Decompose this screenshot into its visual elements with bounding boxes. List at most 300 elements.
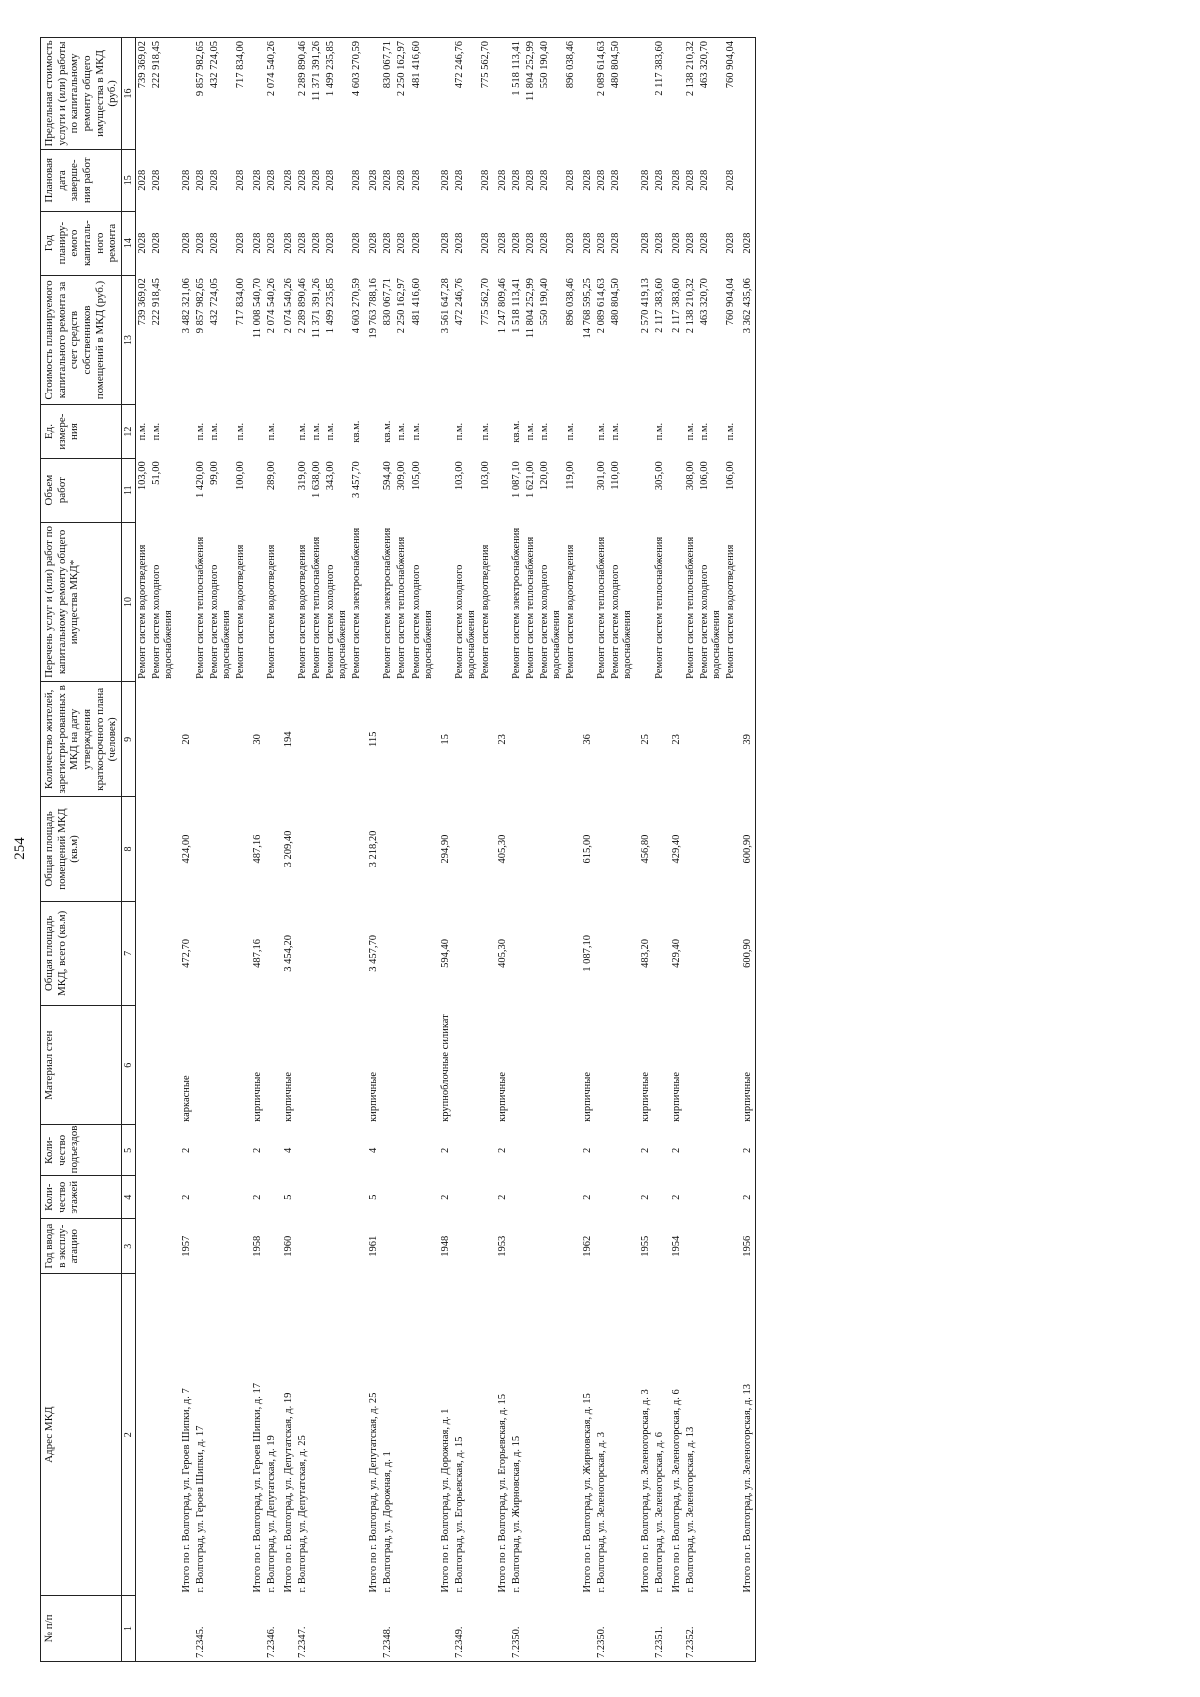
year-built-cell (194, 1219, 208, 1274)
year-built-cell (724, 1219, 738, 1274)
entrances-cell (564, 1125, 578, 1176)
row-number-cell: 7.2346. (265, 1595, 279, 1661)
entrances-cell (510, 1125, 524, 1176)
entrances-cell (194, 1125, 208, 1176)
limit-cost-cell: 432 724,05 (208, 38, 234, 150)
premises-area-cell (208, 797, 234, 901)
total-row (279, 38, 296, 1662)
repair-year-cell: 2028 (565, 232, 577, 254)
planned-cost-cell: 775 562,70 (479, 278, 491, 326)
floors-cell: 2 (670, 1194, 682, 1200)
work-type-cell (636, 522, 653, 682)
planned-cost-cell: 463 320,70 (698, 278, 710, 326)
floors-cell (310, 1176, 324, 1219)
limit-cost-cell: 739 369,02 (136, 38, 151, 150)
entrances-cell: 2 (439, 1147, 451, 1153)
planned-cost-cell: 11 371 391,26 (311, 278, 323, 339)
repair-year-cell: 2028 (479, 232, 491, 254)
year-built-cell: 1956 (741, 1235, 753, 1257)
table-row (310, 38, 324, 1662)
entrances-cell: 2 (582, 1147, 594, 1153)
address-cell: Итого по г. Волгоград, ул. Зеленогорская, д. 13 (741, 1384, 753, 1593)
floors-cell: 2 (439, 1194, 451, 1200)
unit-cell: п.м. (565, 422, 577, 441)
work-volume-cell (364, 458, 381, 522)
year-built-cell (479, 1219, 493, 1274)
floors-cell: 2 (496, 1194, 508, 1200)
address-cell: г. Волгоград, ул. Зеленогорская, д. 3 (596, 1431, 608, 1593)
row-number-cell (324, 1595, 350, 1661)
address-cell (609, 1274, 635, 1596)
wall-material-cell (208, 1006, 234, 1125)
premises-area-cell (595, 797, 609, 901)
planned-cost-cell: 2 089 614,63 (596, 278, 608, 334)
row-number-cell (234, 1595, 248, 1661)
work-type-cell (248, 522, 265, 682)
residents-cell (564, 682, 578, 797)
total-area-cell (208, 901, 234, 1005)
repair-year-cell: 2028 (698, 232, 710, 254)
floors-cell (653, 1176, 667, 1219)
wall-material-cell (395, 1006, 409, 1125)
table-row (324, 38, 350, 1662)
premises-area-cell (150, 797, 176, 901)
total-area-cell (653, 901, 667, 1005)
total-area-cell (150, 901, 176, 1005)
residents-cell (609, 682, 635, 797)
address-cell: Итого по г. Волгоград, ул. Депутатская, д. 19 (282, 1392, 294, 1593)
address-cell: г. Волгоград, ул. Дорожная, д. 1 (382, 1451, 394, 1593)
work-volume-cell (248, 458, 265, 522)
work-type-cell: Ремонт систем водоотведения (265, 544, 277, 679)
entrances-cell (724, 1125, 738, 1176)
repair-year-cell: 2028 (396, 232, 408, 254)
limit-cost-cell (578, 38, 595, 150)
year-built-cell (595, 1219, 609, 1274)
completion-date-cell: 2028 (311, 169, 323, 191)
limit-cost-cell (738, 38, 756, 150)
residents-cell: 194 (282, 731, 294, 748)
planned-cost-cell: 222 918,45 (151, 278, 163, 326)
completion-date-cell: 2028 (539, 169, 551, 191)
work-volume-cell (636, 458, 653, 522)
total-row (636, 38, 653, 1662)
residents-cell (479, 682, 493, 797)
unit-cell: п.м. (453, 422, 465, 441)
repair-year-cell: 2028 (653, 232, 665, 254)
year-built-cell (324, 1219, 350, 1274)
entrances-cell (479, 1125, 493, 1176)
floors-cell (410, 1176, 436, 1219)
row-number-cell (364, 1595, 381, 1661)
residents-cell (194, 682, 208, 797)
limit-cost-cell: 481 416,60 (410, 38, 436, 150)
completion-date-cell: 2028 (180, 169, 192, 191)
repair-year-cell: 2028 (282, 232, 294, 254)
unit-cell: п.м. (396, 422, 408, 441)
address-cell: Итого по г. Волгоград, ул. Героев Шипки, д. 17 (251, 1382, 263, 1593)
limit-cost-cell: 1 518 113,41 (510, 38, 524, 150)
total-area-cell (564, 901, 578, 1005)
total-area-cell (265, 901, 279, 1005)
premises-area-cell (724, 797, 738, 901)
planned-cost-cell: 3 561 647,28 (439, 278, 451, 334)
unit-cell: п.м. (265, 422, 277, 441)
column-number: 7 (121, 901, 136, 1005)
work-type-cell (738, 522, 756, 682)
entrances-cell (524, 1125, 538, 1176)
planned-cost-cell: 1 499 235,85 (325, 278, 337, 334)
completion-date-cell: 2028 (496, 169, 508, 191)
wall-material-cell (150, 1006, 176, 1125)
planned-cost-cell: 481 416,60 (410, 278, 422, 326)
address-cell: Итого по г. Волгоград, ул. Егорьевская, д. 15 (496, 1393, 508, 1593)
completion-date-cell: 2028 (251, 169, 263, 191)
wall-material-cell (538, 1006, 564, 1125)
header-cell: Год ввода в эксплу-атацию (41, 1219, 122, 1274)
residents-cell (653, 682, 667, 797)
table-row (296, 38, 310, 1662)
year-built-cell (410, 1219, 436, 1274)
wall-material-cell (136, 1006, 151, 1125)
total-area-cell (310, 901, 324, 1005)
work-type-cell: Ремонт систем холодного водоснабжения (151, 564, 175, 679)
planned-cost-cell: 2 117 383,60 (670, 278, 682, 333)
premises-area-cell (653, 797, 667, 901)
repair-year-cell: 2028 (137, 232, 149, 254)
repair-year-cell: 2028 (265, 232, 277, 254)
premises-area-cell: 487,16 (251, 834, 263, 864)
row-number-cell: 7.2352. (684, 1595, 698, 1661)
limit-cost-cell: 463 320,70 (698, 38, 724, 150)
address-cell: Итого по г. Волгоград, ул. Зеленогорская, д. 6 (670, 1389, 682, 1593)
address-cell: г. Волгоград, ул. Депутатская, д. 25 (297, 1435, 309, 1593)
work-type-cell: Ремонт систем теплоснабжения (596, 536, 608, 679)
planned-cost-cell: 4 603 270,59 (351, 278, 363, 334)
work-type-cell: Ремонт систем водоотведения (234, 544, 246, 679)
limit-cost-cell: 2 250 162,97 (395, 38, 409, 150)
premises-area-cell (194, 797, 208, 901)
limit-cost-cell: 222 918,45 (150, 38, 176, 150)
year-built-cell (208, 1219, 234, 1274)
total-area-cell (538, 901, 564, 1005)
wall-material-cell (698, 1006, 724, 1125)
total-area-cell (698, 901, 724, 1005)
unit-cell (436, 405, 453, 458)
row-number-cell (578, 1595, 595, 1661)
entrances-cell (410, 1125, 436, 1176)
address-cell: г. Волгоград, ул. Зеленогорская, д. 13 (684, 1426, 696, 1593)
table-row (698, 38, 724, 1662)
residents-cell (410, 682, 436, 797)
wall-material-cell: кирпичные (639, 1071, 651, 1122)
year-built-cell (265, 1219, 279, 1274)
work-volume-cell: 103,00 (137, 461, 149, 491)
table-row (194, 38, 208, 1662)
table-body (136, 38, 756, 1662)
premises-area-cell (698, 797, 724, 901)
repair-year-cell: 2028 (325, 232, 337, 254)
limit-cost-cell (177, 38, 194, 150)
premises-area-cell (381, 797, 395, 901)
premises-area-cell (410, 797, 436, 901)
repair-year-cell: 2028 (382, 232, 394, 254)
planned-cost-cell: 1 247 809,46 (496, 278, 508, 334)
repair-year-cell: 2028 (670, 232, 682, 254)
unit-cell: п.м. (297, 422, 309, 441)
planned-cost-cell: 3 362 435,06 (741, 278, 753, 334)
unit-cell: п.м. (137, 422, 149, 441)
row-number-cell: 7.2350. (595, 1595, 609, 1661)
repair-year-cell: 2028 (208, 232, 220, 254)
completion-date-cell: 2028 (525, 169, 537, 191)
completion-date-cell: 2028 (439, 169, 451, 191)
total-area-cell (381, 901, 395, 1005)
limit-cost-cell: 480 804,50 (609, 38, 635, 150)
unit-cell (279, 405, 296, 458)
table-row (684, 38, 698, 1662)
address-cell: г. Волгоград, ул. Героев Шипки, д. 17 (194, 1425, 206, 1593)
header-cell: Объем работ (41, 458, 122, 522)
total-area-cell (479, 901, 493, 1005)
completion-date-cell: 2028 (396, 169, 408, 191)
column-number: 13 (121, 275, 136, 405)
completion-date-cell: 2028 (325, 169, 337, 191)
total-area-cell: 600,90 (741, 938, 753, 968)
planned-cost-cell: 830 067,71 (382, 278, 394, 326)
work-volume-cell: 1 420,00 (194, 461, 206, 498)
year-built-cell (698, 1219, 724, 1274)
completion-date-cell: 2028 (382, 169, 394, 191)
address-cell (310, 1274, 324, 1596)
address-cell (479, 1274, 493, 1596)
planned-cost-cell: 2 074 540,26 (265, 278, 277, 334)
row-number-cell (350, 1595, 364, 1661)
address-cell: Итого по г. Волгоград, ул. Дорожная, д. 1 (439, 1408, 451, 1593)
limit-cost-cell (364, 38, 381, 150)
floors-cell (234, 1176, 248, 1219)
total-area-cell: 483,20 (639, 938, 651, 968)
header-cell: № п/п (41, 1595, 122, 1661)
repair-year-cell: 2028 (510, 232, 522, 254)
wall-material-cell (381, 1006, 395, 1125)
premises-area-cell: 429,40 (670, 834, 682, 864)
wall-material-cell: крупноблочные силикат (439, 1014, 451, 1122)
wall-material-cell (653, 1006, 667, 1125)
wall-material-cell: кирпичные (670, 1071, 682, 1122)
wall-material-cell (234, 1006, 248, 1125)
unit-cell: п.м. (698, 422, 710, 441)
limit-cost-cell (636, 38, 653, 150)
total-area-cell (194, 901, 208, 1005)
total-area-cell (395, 901, 409, 1005)
column-number: 3 (121, 1219, 136, 1274)
table-row (208, 38, 234, 1662)
residents-cell (698, 682, 724, 797)
limit-cost-cell: 775 562,70 (479, 38, 493, 150)
entrances-cell (265, 1125, 279, 1176)
completion-date-cell: 2028 (653, 169, 665, 191)
wall-material-cell (410, 1006, 436, 1125)
address-cell (150, 1274, 176, 1596)
address-cell (410, 1274, 436, 1596)
wall-material-cell: кирпичные (251, 1071, 263, 1122)
floors-cell (194, 1176, 208, 1219)
floors-cell (324, 1176, 350, 1219)
completion-date-cell: 2028 (410, 169, 422, 191)
row-number-cell: 7.2348. (381, 1595, 395, 1661)
residents-cell: 15 (439, 734, 451, 745)
unit-cell (636, 405, 653, 458)
column-number: 5 (121, 1125, 136, 1176)
completion-date-cell: 2028 (351, 169, 363, 191)
year-built-cell: 1955 (639, 1235, 651, 1257)
row-number-cell (208, 1595, 234, 1661)
work-type-cell: Ремонт систем теплоснабжения (684, 536, 696, 679)
total-area-cell (234, 901, 248, 1005)
total-area-cell (350, 901, 364, 1005)
work-type-cell: Ремонт систем водоотведения (565, 544, 577, 679)
year-built-cell (609, 1219, 635, 1274)
row-number-cell (609, 1595, 635, 1661)
premises-area-cell (524, 797, 538, 901)
planned-cost-cell: 480 804,50 (610, 278, 622, 326)
row-number-cell (524, 1595, 538, 1661)
total-area-cell (324, 901, 350, 1005)
year-built-cell (234, 1219, 248, 1274)
entrances-cell (310, 1125, 324, 1176)
floors-cell (208, 1176, 234, 1219)
completion-date-cell: 2028 (282, 169, 294, 191)
work-volume-cell (738, 458, 756, 522)
year-built-cell (350, 1219, 364, 1274)
entrances-cell (538, 1125, 564, 1176)
residents-cell: 23 (670, 734, 682, 745)
premises-area-cell (265, 797, 279, 901)
wall-material-cell (265, 1006, 279, 1125)
wall-material-cell (350, 1006, 364, 1125)
total-area-cell (524, 901, 538, 1005)
work-volume-cell: 105,00 (410, 461, 422, 491)
premises-area-cell: 615,00 (582, 834, 594, 864)
year-built-cell (310, 1219, 324, 1274)
completion-date-cell: 2028 (639, 169, 651, 191)
year-built-cell: 1957 (180, 1235, 192, 1257)
table-row (265, 38, 279, 1662)
column-number: 8 (121, 797, 136, 901)
repair-year-cell: 2028 (194, 232, 206, 254)
address-cell (350, 1274, 364, 1596)
total-area-cell (595, 901, 609, 1005)
row-number-cell (738, 1595, 756, 1661)
table-row (136, 38, 151, 1662)
header-cell: Стоимость планируемого капитального ремонта за счет средств собственников помещений в МКД (руб.) (41, 275, 122, 405)
unit-cell: кв.м. (510, 420, 522, 443)
repair-year-cell: 2028 (439, 232, 451, 254)
wall-material-cell (296, 1006, 310, 1125)
residents-cell: 20 (180, 734, 192, 745)
floors-cell (510, 1176, 524, 1219)
year-built-cell (381, 1219, 395, 1274)
total-area-cell (296, 901, 310, 1005)
limit-cost-cell (248, 38, 265, 150)
planned-cost-cell: 2 138 210,32 (684, 278, 696, 334)
work-volume-cell: 119,00 (565, 461, 577, 490)
work-type-cell: Ремонт систем холодного водоснабжения (698, 564, 722, 679)
floors-cell (350, 1176, 364, 1219)
address-cell (324, 1274, 350, 1596)
limit-cost-cell: 2 074 540,26 (265, 38, 279, 150)
wall-material-cell: кирпичные (741, 1071, 753, 1122)
header-cell: Год планиру-емого капиталь-ного ремонта (41, 211, 122, 275)
work-volume-cell: 3 457,70 (351, 461, 363, 498)
table-row (595, 38, 609, 1662)
header-cell: Перечень услуг и (или) работ по капитальному ремонту общего имущества МКД* (41, 522, 122, 682)
planned-cost-cell: 2 074 540,26 (282, 278, 294, 334)
entrances-cell (395, 1125, 409, 1176)
limit-cost-cell (279, 38, 296, 150)
floors-cell (136, 1176, 151, 1219)
entrances-cell (453, 1125, 479, 1176)
work-volume-cell: 103,00 (453, 461, 465, 491)
entrances-cell (324, 1125, 350, 1176)
residents-cell (296, 682, 310, 797)
header-cell: Коли-чество подъездов (41, 1125, 122, 1176)
table-row (524, 38, 538, 1662)
wall-material-cell: кирпичные (368, 1071, 380, 1122)
unit-cell: п.м. (208, 422, 220, 441)
header-cell: Коли-чество этажей (41, 1176, 122, 1219)
work-type-cell: Ремонт систем водоотведения (137, 544, 149, 679)
column-number: 14 (121, 211, 136, 275)
residents-cell (453, 682, 479, 797)
completion-date-cell: 2028 (453, 169, 465, 191)
column-number-row (121, 38, 136, 1662)
work-volume-cell: 308,00 (684, 461, 696, 491)
row-number-cell (538, 1595, 564, 1661)
work-type-cell: Ремонт систем холодного водоснабжения (539, 564, 563, 679)
limit-cost-cell: 11 371 391,26 (310, 38, 324, 150)
planned-cost-cell: 2 570 419,13 (639, 278, 651, 334)
residents-cell (395, 682, 409, 797)
entrances-cell (136, 1125, 151, 1176)
address-cell (524, 1274, 538, 1596)
total-area-cell (136, 901, 151, 1005)
work-type-cell: Ремонт систем теплоснабжения (396, 536, 408, 679)
year-built-cell (510, 1219, 524, 1274)
repair-year-cell: 2028 (151, 232, 163, 254)
unit-cell: п.м. (151, 422, 163, 441)
residents-cell: 39 (741, 734, 753, 745)
row-number-cell (724, 1595, 738, 1661)
column-number: 10 (121, 522, 136, 682)
total-area-cell: 594,40 (439, 938, 451, 968)
entrances-cell (150, 1125, 176, 1176)
completion-date-cell: 2028 (479, 169, 491, 191)
work-volume-cell (279, 458, 296, 522)
repair-year-cell: 2028 (684, 232, 696, 254)
work-volume-cell (436, 458, 453, 522)
work-type-cell: Ремонт систем холодного водоснабжения (453, 564, 477, 679)
premises-area-cell: 456,80 (639, 834, 651, 864)
limit-cost-cell: 4 603 270,59 (350, 38, 364, 150)
work-type-cell (436, 522, 453, 682)
total-row (248, 38, 265, 1662)
address-cell (395, 1274, 409, 1596)
work-volume-cell: 309,00 (396, 461, 408, 491)
year-built-cell (453, 1219, 479, 1274)
residents-cell: 23 (496, 734, 508, 745)
